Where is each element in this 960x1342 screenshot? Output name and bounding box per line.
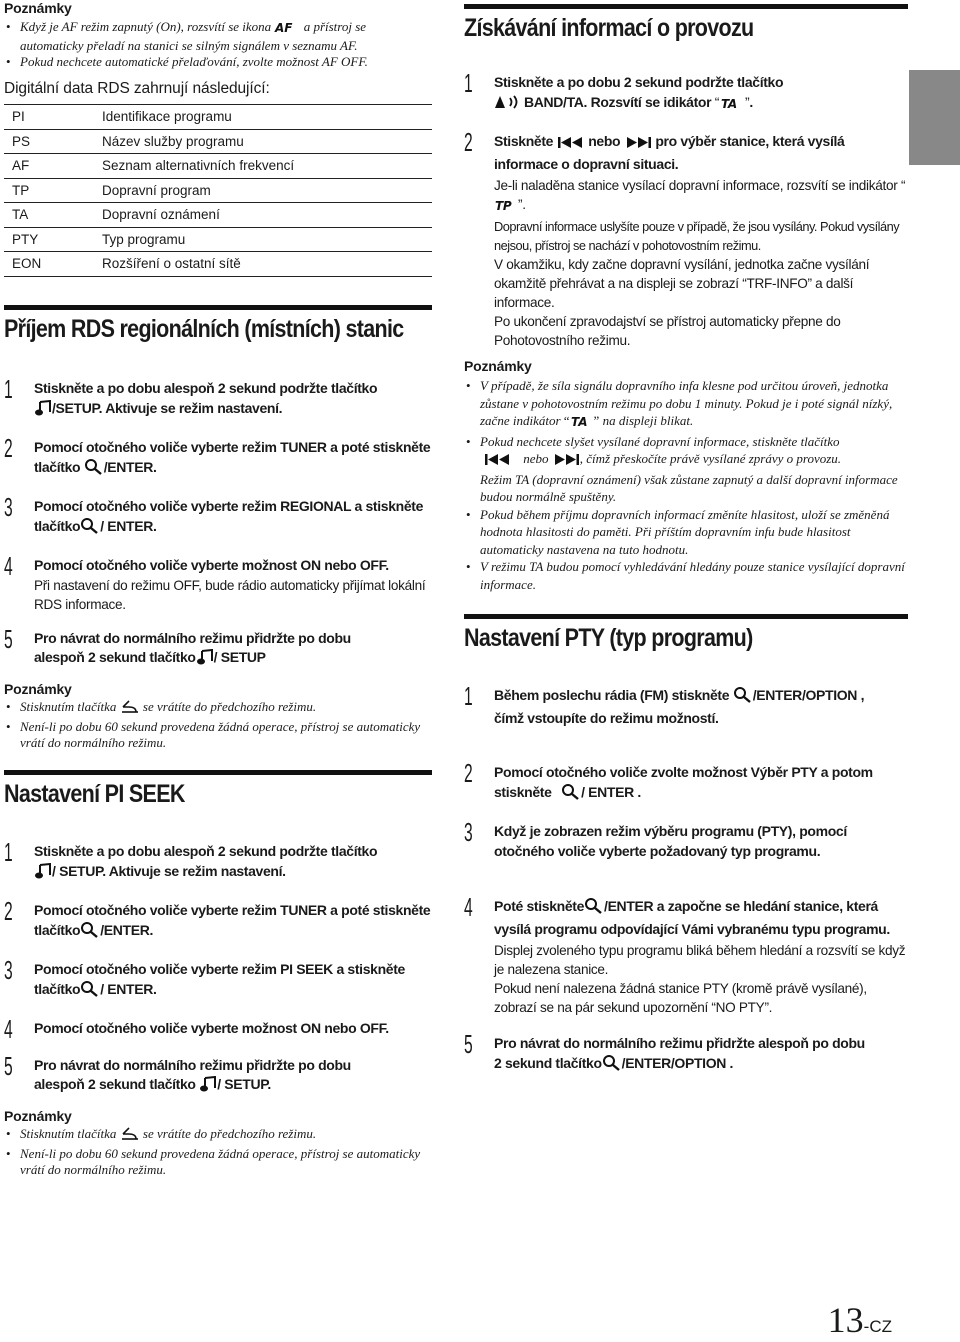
step-number: 1 xyxy=(4,374,13,404)
music-note-icon xyxy=(196,649,214,671)
step: 1 Stiskněte a po dobu alespoň 2 sekund podržte tlačítko / SETUP. Aktivuje se režim nastavení. xyxy=(4,842,432,884)
step-detail: Dopravní informace uslyšíte pouze v případě, že jsou vysílány. Pokud vysílány nejsou, přístroj se nachází v pohotovostním režimu. xyxy=(494,219,900,253)
step: 2 Pomocí otočného voliče vyberte režim TUNER a poté stiskněte tlačítko /ENTER. xyxy=(4,901,432,943)
step-detail: Displej zvoleného typu programu bliká během hledání a rozsvítí se když je nalezena stanice. xyxy=(494,943,906,977)
step: 5 Pro návrat do normálního režimu přidržte po dobu alespoň 2 sekund tlačítko / SETUP. xyxy=(4,1056,432,1098)
back-arrow-icon xyxy=(120,700,140,718)
section-rule xyxy=(464,4,908,43)
note-item: • Není-li po dobu 60 sekund provedena žádná operace, přístroj se automaticky vrátí do normálního režimu. xyxy=(4,719,432,751)
section-title: Nastavení PTY (typ programu) xyxy=(464,624,753,652)
pi-seek-section xyxy=(4,770,432,1178)
music-note-icon xyxy=(34,863,52,885)
step-number: 4 xyxy=(4,1014,13,1044)
step-number: 3 xyxy=(4,492,13,522)
back-arrow-icon xyxy=(120,1127,140,1145)
seek-previous-icon xyxy=(557,135,585,155)
step-detail: Pokud není nalezena žádná stanice PTY (kromě právě vysílané), zobrazí se na pár sekund upozornění “NO PTY”. xyxy=(494,981,867,1015)
note-item: • V případě, že síla signálu dopravního infa klesne pod určitou úroveň, jednotka zůstane v pohotovostním režimu po dobu 1 minuty. Pokud je i poté signál nízký, začne indikátor “ TA ” na displeji blikat. xyxy=(464,377,908,433)
step-number: 5 xyxy=(464,1029,473,1059)
rds-table-row xyxy=(4,203,432,228)
step: 5 Pro návrat do normálního režimu přidržte po dobu alespoň 2 sekund tlačítko / SETUP xyxy=(4,629,432,671)
search-icon xyxy=(80,921,100,944)
step-detail: Je-li naladěna stanice vysílací dopravní informace, rozsvítí se indikátor “ TP ”. xyxy=(494,176,908,217)
step-number: 2 xyxy=(4,433,13,463)
rds-description: Název služby programu xyxy=(102,129,432,154)
rds-description: Dopravní program xyxy=(102,178,432,203)
rds-code: AF xyxy=(4,154,102,179)
notes-heading: Poznámky xyxy=(4,680,72,697)
rds-code: TA xyxy=(4,203,102,228)
note-item: • Stisknutím tlačítka se vrátíte do předchozího režimu. xyxy=(4,1126,432,1145)
note-item: • Pokud během příjmu dopravních informací změníte hlasitost, uloží se změněná hodnota hlasitosti do paměti. Při příštím dopravním infu bude hlasitost automaticky nastavena na tuto hodnotu. xyxy=(464,506,908,559)
step-number: 4 xyxy=(464,892,473,922)
seek-next-icon xyxy=(552,453,580,471)
regional-section xyxy=(4,305,432,751)
rds-code: PI xyxy=(4,105,102,130)
search-icon xyxy=(733,686,753,709)
note-item: • Stisknutím tlačítka se vrátíte do předchozího režimu. xyxy=(4,699,432,718)
step-number: 2 xyxy=(464,127,473,157)
step-number: 2 xyxy=(4,896,13,926)
intro-notes xyxy=(4,0,432,70)
notes-heading: Poznámky xyxy=(4,1107,72,1124)
step-number: 3 xyxy=(464,817,473,847)
step: 3 Pomocí otočného voliče vyberte režim REGIONAL a stiskněte tlačítko / ENTER. xyxy=(4,497,432,539)
pty-section xyxy=(464,614,908,1076)
svg-text:TP: TP xyxy=(495,199,512,212)
step-number: 1 xyxy=(464,68,473,98)
rds-description: Typ programu xyxy=(102,227,432,252)
search-icon xyxy=(584,897,604,920)
step: 4 Pomocí otočného voliče vyberte možnost ON nebo OFF. xyxy=(4,1014,389,1044)
rds-table-row xyxy=(4,178,432,203)
step: 5 Pro návrat do normálního režimu přidržte alespoň po dobu 2 sekund tlačítko /ENTER/OPTION . xyxy=(464,1034,908,1076)
step: 4 Poté stiskněte /ENTER a započne se hledání stanice, která vysílá programu odpovídající Vámi vybranému typu programu. Displej zvoleného typu programu bliká během hledání a rozsvítí se když je nalezena stanice. Pokud není nalezena žádná stanice PTY (kromě právě vysílané), zobrazí se na pár sekund upozornění “NO PTY”. xyxy=(464,897,908,1017)
svg-text:TA: TA xyxy=(570,415,588,428)
rds-description: Dopravní oznámení xyxy=(102,203,432,228)
note-item: • Když je AF režim zapnutý (On), rozsvítí se ikona AF a přístroj se automaticky přeladí na stanici se silným signálem v seznamu AF. xyxy=(4,19,432,54)
section-rule xyxy=(4,770,432,809)
step: 3 Pomocí otočného voliče vyberte režim PI SEEK a stiskněte tlačítko / ENTER. xyxy=(4,960,432,1002)
notes-heading: Poznámky xyxy=(4,0,72,16)
section-title: Získávání informací o provozu xyxy=(464,14,754,42)
step: 2 Stiskněte nebo pro výběr stanice, která vysílá informace o dopravní situaci. Je-li naladěna stanice vysílací dopravní informace, rozsvítí se indikátor “ TP ”. Dopravní informace uslyšíte pouze v případě, že jsou vysílány. Pokud vysílány nejsou, přístroj se nachází v pohotovostním režimu. V okamžiku, kdy začne dopravní vysílání, jednotka začne vysílání okamžitě přehrávat a na displeji se zobrazí “TRF-INFO” a další informace. Po ukončení zpravodajství se přístroj automaticky přepne do Pohotovostního režimu. xyxy=(464,132,908,350)
rds-table-row xyxy=(4,227,432,252)
section-rule xyxy=(464,614,908,653)
search-icon xyxy=(80,517,100,540)
svg-text:TA: TA xyxy=(721,96,737,110)
step: 3 Když je zobrazen režim výběru programu (PTY), pomocí otočného voliče vyberte požadovaný typ programu. xyxy=(464,817,847,859)
rds-description: Seznam alternativních frekvencí xyxy=(102,154,432,179)
step: 2 Pomocí otočného voliče vyberte režim TUNER a poté stiskněte tlačítko /ENTER. xyxy=(4,438,432,480)
rds-table-title: Digitální data RDS zahrnují následující: xyxy=(4,80,270,97)
section-title: Nastavení PI SEEK xyxy=(4,780,185,808)
step-number: 2 xyxy=(464,758,473,788)
rds-table-row xyxy=(4,154,432,179)
rds-code: PS xyxy=(4,129,102,154)
step-number: 5 xyxy=(4,1050,13,1081)
rds-table xyxy=(4,104,432,277)
notes-heading: Poznámky xyxy=(464,358,532,374)
rds-description: Rozšíření o ostatní sítě xyxy=(102,252,432,277)
note-item: • V režimu TA budou pomocí vyhledávání hledány pouze stanice vysílající dopravní informace. xyxy=(464,558,908,593)
traffic-section xyxy=(464,4,908,593)
step: 1 Stiskněte a po dobu alespoň 2 sekund podržte tlačítko /SETUP. Aktivuje se režim nastavení. xyxy=(4,379,432,421)
section-title: Příjem RDS regionálních (místních) stanic xyxy=(4,315,404,343)
rds-table-row xyxy=(4,129,432,154)
page-number: 13-CZ xyxy=(827,1300,892,1340)
ta-indicator-icon xyxy=(719,96,745,116)
step: 1 Stiskněte a po dobu 2 sekund podržte tlačítko BAND/TA. Rozsvítí se idikátor “ TA ”. xyxy=(464,73,908,115)
chapter-tab xyxy=(909,70,960,165)
step-detail: Při nastavení do režimu OFF, bude rádio automaticky přijímat lokální RDS informace. xyxy=(34,577,426,612)
music-note-icon xyxy=(199,1076,217,1098)
note-item: • Není-li po dobu 60 sekund provedena žádná operace, přístroj se automaticky vrátí do normálního režimu. xyxy=(4,1146,432,1178)
search-icon xyxy=(602,1054,622,1077)
seek-previous-icon xyxy=(484,453,512,471)
step: 4 Pomocí otočného voliče vyberte možnost ON nebo OFF. Při nastavení do režimu OFF, bude rádio automaticky přijímat lokální RDS informace. xyxy=(4,556,432,614)
band-ta-icon xyxy=(494,94,524,116)
rds-table-row xyxy=(4,105,432,130)
step: 1 Během poslechu rádia (FM) stiskněte /ENTER/OPTION , čímž vstoupíte do režimu možností. xyxy=(464,681,865,726)
step: 2 Pomocí otočného voliče zvolte možnost Výběr PTY a potom stiskněte / ENTER . xyxy=(464,763,908,805)
note-item: • Pokud nechcete slyšet vysílané dopravní informace, stiskněte tlačítko nebo , čímž přeskočíte právě vysílané zprávy o provozu. Režim TA (dopravní oznámení) však zůstane zapnutý a další dopravní informace budou normálně spuštěny. xyxy=(464,433,908,506)
tp-indicator-icon xyxy=(494,198,518,217)
af-indicator-icon xyxy=(274,21,300,38)
rds-code: TP xyxy=(4,178,102,203)
section-rule xyxy=(4,305,432,344)
svg-text:AF: AF xyxy=(275,21,293,34)
ta-indicator-icon xyxy=(570,415,594,433)
step-detail: V okamžiku, kdy začne dopravní vysílání, jednotka začne vysílání okamžitě přehrávat a na displeji se zobrazí “TRF-INFO” a další informace. xyxy=(494,257,870,310)
step-number: 1 xyxy=(4,837,13,867)
step-detail: Po ukončení zpravodajství se přístroj automaticky přepne do Pohotovostního režimu. xyxy=(494,314,841,348)
rds-data-section xyxy=(4,80,432,277)
music-note-icon xyxy=(34,400,52,422)
rds-description: Identifikace programu xyxy=(102,105,432,130)
step-number: 1 xyxy=(464,681,473,711)
rds-code: PTY xyxy=(4,227,102,252)
rds-code: EON xyxy=(4,252,102,277)
search-icon xyxy=(80,980,100,1003)
step-number: 3 xyxy=(4,955,13,985)
rds-table-row xyxy=(4,252,432,277)
seek-next-icon xyxy=(624,135,652,155)
step-number: 4 xyxy=(4,551,13,581)
search-icon xyxy=(84,458,104,481)
note-item: • Pokud nechcete automatické přelaďování, zvolte možnost AF OFF. xyxy=(4,54,432,70)
search-icon xyxy=(561,783,581,806)
step-number: 5 xyxy=(4,623,13,654)
